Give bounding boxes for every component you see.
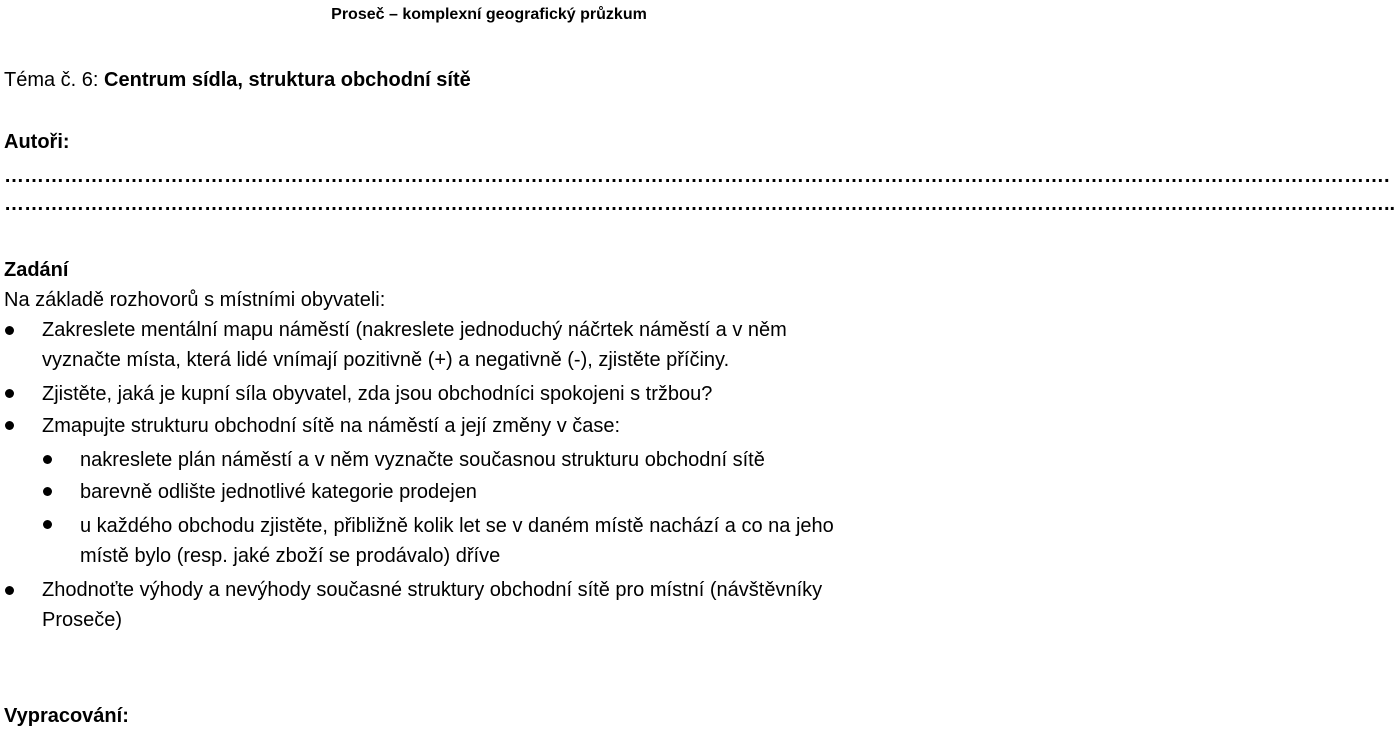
theme-line xyxy=(4,66,471,94)
task-2-line-1: Zjistěte, jaká je kupní síla obyvatel, zda jsou obchodníci spokojeni s tržbou? xyxy=(42,383,713,405)
authors-label: Autoři: xyxy=(4,131,70,153)
bullet-icon xyxy=(5,586,14,595)
authors-fill-line-1: ………………………………………………………………………………………………………………………………………………………………………………………. xyxy=(4,165,1390,187)
sub-bullet-icon xyxy=(43,487,52,496)
assignment-intro: Na základě rozhovorů s místními obyvateli: xyxy=(4,289,386,311)
bullet-icon xyxy=(5,389,14,398)
sub-bullet-icon xyxy=(43,455,52,464)
authors-fill-line-2: ……………………………………………………………………………………………………………………………………………………………………………………….. xyxy=(4,193,1395,215)
assignment-heading: Zadání xyxy=(4,259,69,281)
theme-name: Centrum sídla, struktura obchodní sítě xyxy=(104,69,471,91)
task-4-line-1: Zhodnoťte výhody a nevýhody současné struktury obchodní sítě pro místní (návštěvníky xyxy=(42,579,823,601)
task-3-line-1: Zmapujte strukturu obchodní sítě na náměstí a její změny v čase: xyxy=(42,415,621,437)
output-label: Vypracování: xyxy=(4,705,129,727)
document-title: Proseč – komplexní geografický průzkum xyxy=(331,6,647,23)
subtask-3-line-1: u každého obchodu zjistěte, přibližně kolik let se v daném místě nachází a co na jeho xyxy=(80,515,834,537)
subtask-3-line-2: místě bylo (resp. jaké zboží se prodávalo) dříve xyxy=(80,545,501,567)
theme-prefix: Téma č. 6: xyxy=(4,69,105,91)
task-4-line-2: Proseče) xyxy=(42,609,123,631)
task-1-line-2: vyznačte místa, která lidé vnímají pozitivně (+) a negativně (-), zjistěte příčiny. xyxy=(42,349,730,371)
subtask-1-line-1: nakreslete plán náměstí a v něm vyznačte současnou strukturu obchodní sítě xyxy=(80,449,765,471)
bullet-icon xyxy=(5,326,14,335)
bullet-icon xyxy=(5,421,14,430)
task-1-line-1: Zakreslete mentální mapu náměstí (nakreslete jednoduchý náčrtek náměstí a v něm xyxy=(42,319,787,341)
sub-bullet-icon xyxy=(43,520,52,529)
subtask-2-line-1: barevně odlište jednotlivé kategorie prodejen xyxy=(80,481,477,503)
